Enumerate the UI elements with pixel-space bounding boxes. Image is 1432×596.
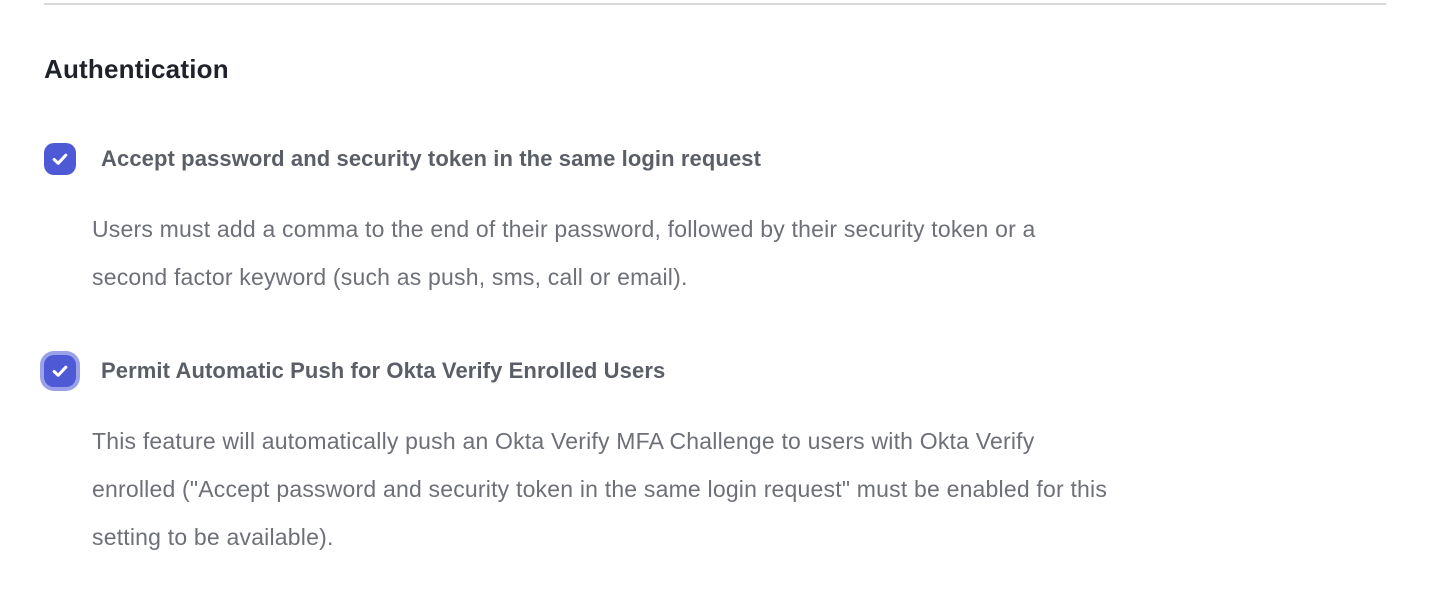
checkmark-icon — [50, 149, 70, 169]
setting-permit-automatic-push — [44, 355, 1388, 561]
setting-accept-password-token — [44, 143, 1388, 301]
accept-password-token-description: Users must add a comma to the end of their password, followed by their security token or a second factor keyword (such as push, sms, call or email). — [92, 216, 1036, 290]
section-title: Authentication — [44, 54, 229, 84]
checkmark-icon — [50, 361, 70, 381]
accept-password-token-label[interactable]: Accept password and security token in the same login request — [101, 146, 762, 171]
permit-automatic-push-description: This feature will automatically push an Okta Verify MFA Challenge to users with Okta Verify enrolled ("Accept password and security token in the same login request" must be enabled for this setting to be available). — [92, 428, 1108, 550]
permit-automatic-push-checkbox[interactable] — [44, 355, 76, 387]
accept-password-token-checkbox[interactable] — [44, 143, 76, 175]
section-divider — [44, 3, 1386, 5]
permit-automatic-push-label[interactable]: Permit Automatic Push for Okta Verify Enrolled Users — [101, 358, 666, 383]
